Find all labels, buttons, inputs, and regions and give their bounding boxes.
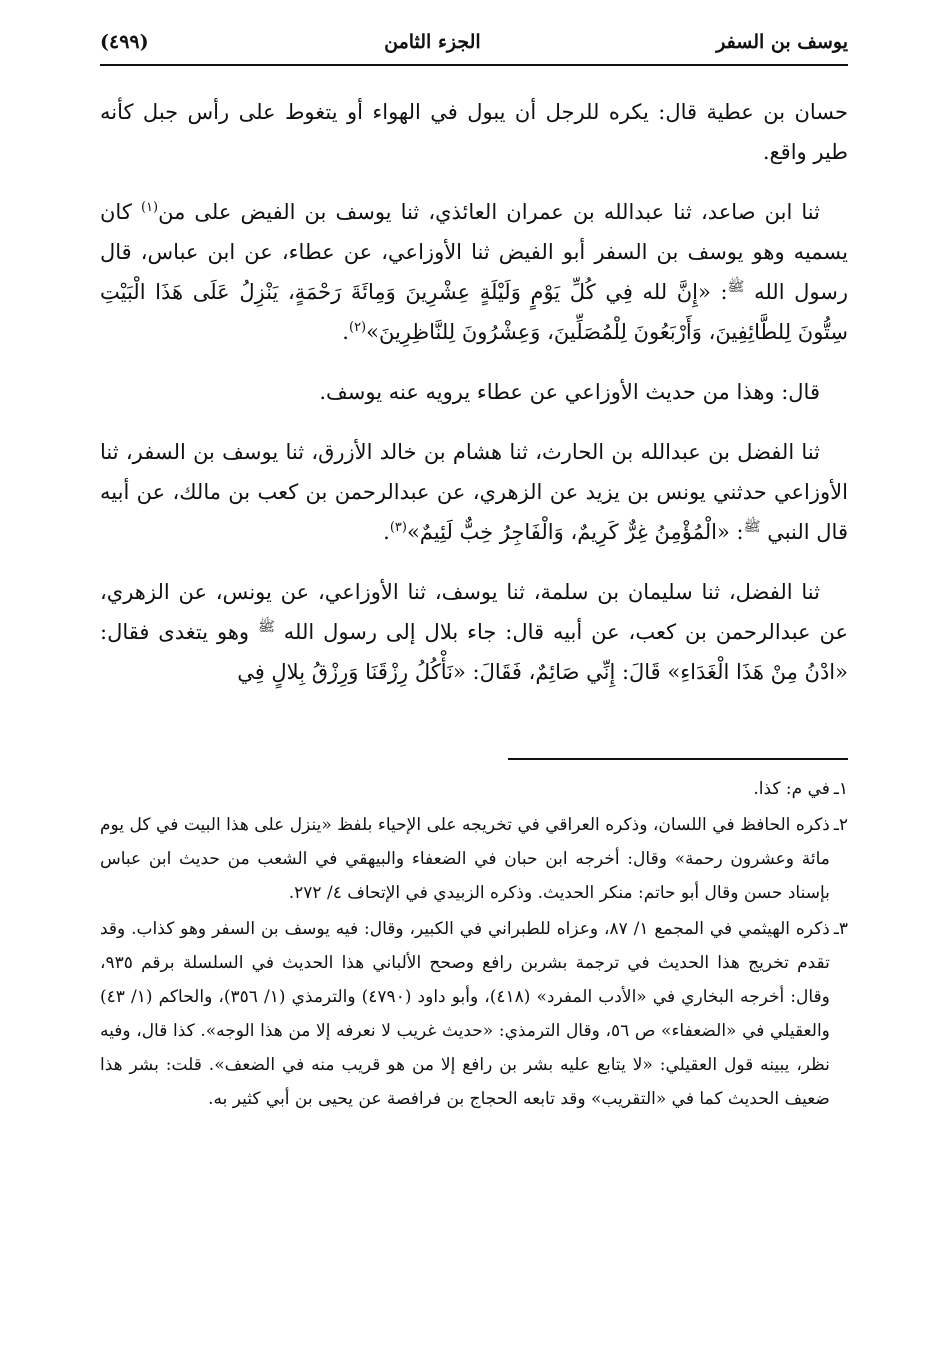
paragraph-2-text-b: كان يسميه وهو يوسف بن السفر أبو الفيض ثنا الأوزاعي، عن عطاء، عن ابن عباس، قال رسول الله [100, 200, 848, 304]
main-text [100, 92, 848, 712]
footnote-ref-3: (٣) [389, 520, 407, 535]
paragraph-2-text-a: ثنا ابن صاعد، ثنا عبدالله بن عمران العائذي، ثنا يوسف بن الفيض على من [158, 200, 820, 224]
footnote-text: ذكره الهيثمي في المجمع ١/ ٨٧، وعزاه للطبراني في الكبير، وقال: فيه يوسف بن السفر وهو كذاب. وقد تقدم تخريج هذا الحديث في ترجمة بشربن رافع وصحح الألباني هذا الحديث في السلسلة برقم ٩٣٥، وقال: أخرجه البخاري في «الأدب المفرد» (٤١٨)، وأبو داود (٤٧٩٠) والترمذي (١/ ٣٥٦)، والحاكم (١/ ٤٣) والعقيلي في «الضعفاء» ص ٥٦، وقال الترمذي: «حديث غريب لا نعرفه إلا من هذا الوجه». كذا قال، وفيه نظر، يبينه قول العقيلي: «لا يتابع عليه بشر بن رافع إلا من هو قريب منه في الضعف». قلت: بشر هذا ضعيف الحديث كما في «التقريب» وقد تابعه الحجاج بن فرافصة عن يحيى بن أبي كثير به. [100, 919, 830, 1109]
paragraph-5-text-b: وهو يتغدى فقال: «ادْنُ مِنْ هَذَا الْغَدَاءِ» قَالَ: إِنِّي صَائِمٌ، فَقَالَ: «نَأْكُلُ رِزْقَنَا وَرِزْقُ بِلالٍ فِي [100, 620, 848, 684]
footnote-2 [100, 808, 848, 910]
footnote-ref-2: (٢) [348, 320, 367, 335]
paragraph-4 [100, 432, 848, 552]
paragraph-3: قال: وهذا من حديث الأوزاعي عن عطاء يرويه عنه يوسف. [319, 380, 820, 404]
paragraph-2-end: . [342, 320, 349, 344]
paragraph-5-text-a: ثنا الفضل، ثنا سليمان بن سلمة، ثنا يوسف، ثنا الأوزاعي، عن يونس، عن الزهري، عن عبدالرحمن بن كعب، عن أبيه قال: جاء بلال إلى رسول الله [100, 580, 848, 644]
footnote-1 [100, 772, 848, 806]
header-divider [100, 64, 848, 66]
footnotes [100, 772, 848, 1118]
footnote-3 [100, 912, 848, 1116]
footnote-divider [508, 758, 848, 760]
paragraph-1: حسان بن عطية قال: يكره للرجل أن يبول في الهواء أو يتغوط على رأس جبل كأنه طير واقع. [100, 100, 848, 164]
hadith-text-2: : «الْمُؤْمِنُ غِرٌّ كَرِيمٌ، وَالْفَاجِرُ خِبٌّ لَئِيمٌ» [406, 520, 744, 544]
paragraph-5 [100, 572, 848, 692]
footnote-number: ٢ـ [833, 815, 848, 835]
footnote-text: ذكره الحافظ في اللسان، وذكره العراقي في تخريجه على الإحياء بلفظ «ينزل على هذا البيت في كل يوم مائة وعشرون رحمة» وقال: أخرجه ابن حبان في الضعفاء والبيهقي في الشعب من حديث ابن عباس بإسناد حسن وقال أبو حاتم: منكر الحديث. وذكره الزبيدي في الإتحاف ٤/ ٢٧٢. [100, 815, 830, 903]
paragraph-2 [100, 192, 848, 352]
page-number: (٤٩٩) [100, 31, 149, 53]
footnote-ref-1: (١) [140, 200, 159, 215]
salawat-symbol: ﷺ [727, 279, 745, 295]
salawat-symbol: ﷺ [257, 619, 275, 635]
page-header [100, 26, 848, 58]
chapter-title: يوسف بن السفر [716, 31, 848, 53]
footnote-number: ٣ـ [833, 919, 848, 939]
paragraph-4-text-a: ثنا الفضل بن عبدالله بن الحارث، ثنا هشام بن خالد الأزرق، ثنا يوسف بن السفر، ثنا الأوزاعي حدثني يونس بن يزيد عن الزهري، عن عبدالرحمن بن كعب بن مالك، عن أبيه قال النبي [100, 440, 848, 544]
paragraph-4-end: . [383, 520, 390, 544]
volume-label: الجزء الثامن [384, 31, 481, 53]
salawat-symbol: ﷺ [743, 519, 761, 535]
hadith-text-1: : «إِنَّ لله فِي كُلِّ يَوْمٍ وَلَيْلَةٍ عِشْرِينَ وَمِائَةَ رَحْمَةٍ، يَنْزِلُ عَلَى هَذَا الْبَيْتِ سِتُّونَ لِلطَّائِفِينَ، وَأَرْبَعُونَ لِلْمُصَلِّينَ، وَعِشْرُونَ لِلنَّاظِرِينَ» [100, 280, 848, 344]
footnote-text: في م: كذا. [753, 779, 830, 799]
footnote-number: ١ـ [833, 779, 848, 799]
